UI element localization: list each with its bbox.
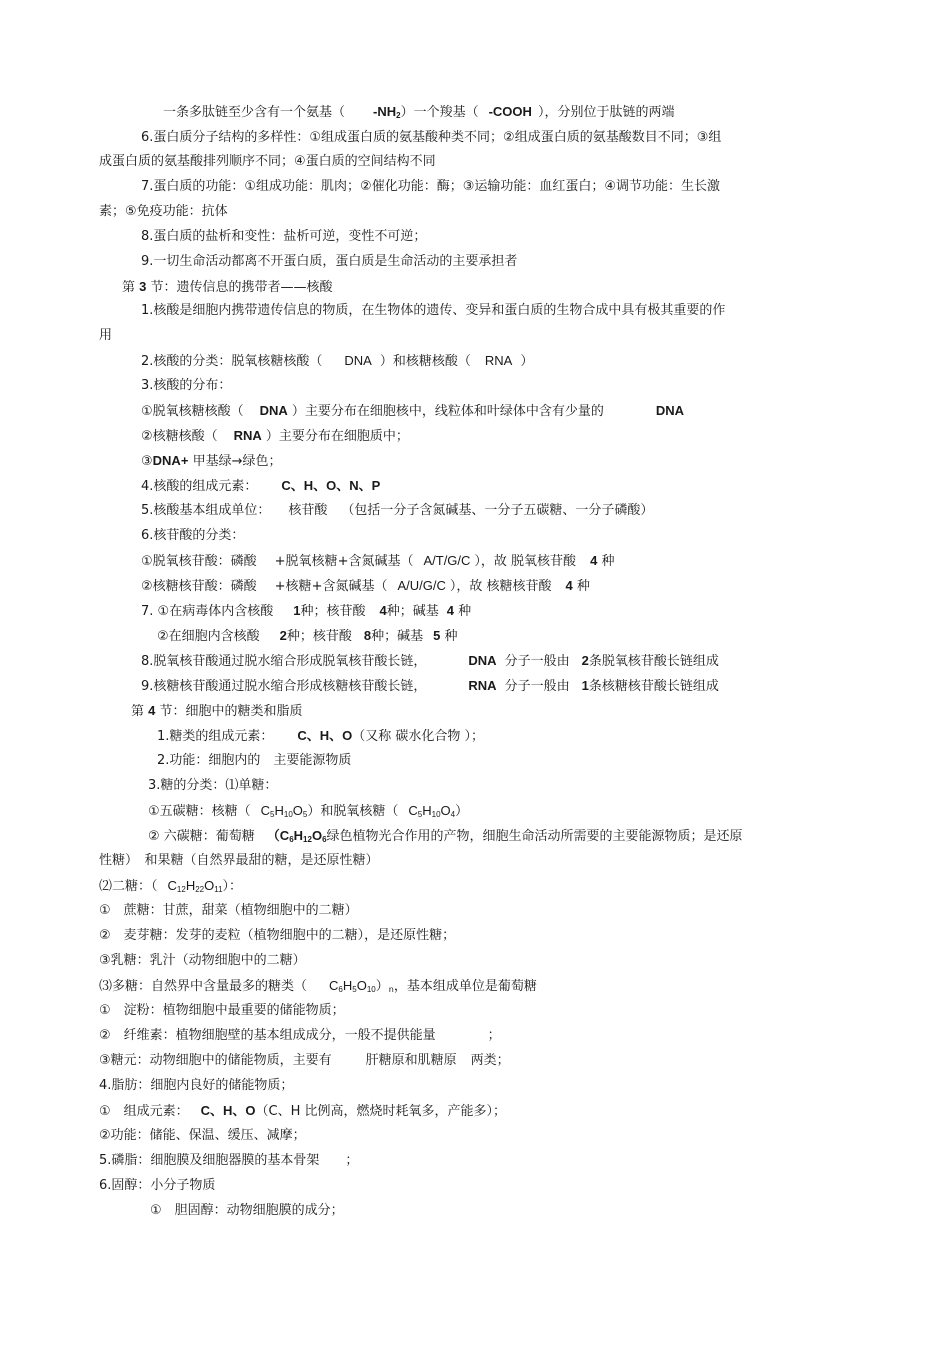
count: 1 <box>293 603 301 618</box>
text-span: ①五碳糖：核糖（ <box>148 804 251 819</box>
text-line: 3.糖的分类：⑴单糖： <box>148 778 278 793</box>
text-span: ） <box>520 354 534 369</box>
count: 4 <box>590 553 598 568</box>
text-span: 肝糖原和肌糖原 <box>365 1053 457 1068</box>
text-line <box>141 452 281 471</box>
text-span: ） <box>455 804 469 819</box>
text-line <box>141 352 533 371</box>
text-span: 节：细胞中的糖类和脂质 <box>159 704 303 719</box>
text-line: 性糖） 和果糖（自然界最甜的糖，是还原性糖） <box>99 853 379 868</box>
text-line <box>141 427 409 446</box>
text-line <box>99 977 537 999</box>
text-span: 种 <box>458 604 472 619</box>
text-span: 种；碱基 <box>371 629 424 644</box>
text-span: ）主要分布在细胞质中； <box>265 429 409 444</box>
text-line <box>99 1102 506 1121</box>
text-span: 8.脱氧核苷酸通过脱水缩合形成脱氧核苷酸长链， <box>141 654 427 669</box>
formula: $C_5H_{10}O_5$ <box>260 803 308 819</box>
text-span: ），故 脱氧核苷酸 <box>474 554 577 569</box>
text-span: 种；碱基 <box>386 604 439 619</box>
term: RNA <box>484 353 513 368</box>
text-line <box>148 802 468 824</box>
text-line: 6.蛋白质分子结构的多样性：①组成蛋白质的氨基酸种类不同；②组成蛋白质的氨基酸数目不同；③组 <box>141 130 722 145</box>
text-span: ）一个羧基（ <box>400 105 479 120</box>
section-heading <box>122 278 333 297</box>
text-span: 两类； <box>470 1053 510 1068</box>
text-span: ）和脱氧核糖（ <box>307 804 399 819</box>
text-line <box>141 402 684 421</box>
text-line: 2.功能：细胞内的 主要能源物质 <box>157 753 352 768</box>
term: A/U/G/C <box>397 578 446 593</box>
count: 1 <box>581 678 589 693</box>
text-line: 6.核苷酸的分类： <box>141 528 245 543</box>
text-span: +含氮碱基（ <box>337 554 414 569</box>
text-line: 6.固醇：小分子物质 <box>99 1178 216 1193</box>
text-span: 甲基绿→绿色； <box>192 454 282 469</box>
text-span: 种；核苷酸 <box>300 604 366 619</box>
text-line <box>141 577 590 596</box>
text-line <box>141 602 471 621</box>
text-span: 5.核酸基本组成单位： <box>141 503 271 518</box>
text-line <box>141 552 614 571</box>
text-line: 8.蛋白质的盐析和变性：盐析可逆，变性不可逆； <box>141 229 427 244</box>
formula: $C_6H_5O_{10}$ <box>329 978 376 994</box>
formula: $C_5H_{10}O_4$ <box>408 803 456 819</box>
text-span: 核苷酸 <box>288 503 328 518</box>
text-span: ，基本组成单位是葡萄糖 <box>393 979 537 994</box>
text-span: 节：遗传信息的携带者——核酸 <box>150 280 333 295</box>
text-span: 条脱氧核苷酸长链组成 <box>588 654 719 669</box>
count: 8 <box>363 628 372 643</box>
text-line <box>141 502 653 520</box>
text-span: ① 组成元素： <box>99 1104 189 1119</box>
text-line: ① 胆固醇：动物细胞膜的成分； <box>150 1203 344 1218</box>
element-list: C、H、O <box>200 1103 256 1118</box>
text-span: 2.核酸的分类：脱氧核糖核酸（ <box>141 354 323 369</box>
text-line <box>141 677 719 696</box>
text-span: ②在细胞内含核酸 <box>157 629 260 644</box>
text-span: 分子一般由 <box>504 654 570 669</box>
text-span: ②核糖核苷酸：磷酸 <box>141 579 257 594</box>
text-span: ①脱氧核糖核酸（ <box>141 404 244 419</box>
subscript: 2 <box>396 111 401 120</box>
text-line: 1.核酸是细胞内携带遗传信息的物质，在生物体的遗传、变异和蛋白质的生物合成中具有极其重要的作 <box>141 303 726 318</box>
text-line: 成蛋白质的氨基酸排列顺序不同；④蛋白质的空间结构不同 <box>99 154 436 169</box>
text-span: +脱氧核糖 <box>274 554 338 569</box>
text-span: 第 <box>122 280 136 295</box>
count: 4 <box>565 578 573 593</box>
text-line <box>141 652 719 671</box>
text-line: ② 纤维素：植物细胞壁的基本组成成分，一般不提供能量 ； <box>99 1028 501 1043</box>
text-span: 分子一般由 <box>504 679 570 694</box>
text-line <box>99 877 242 899</box>
count: 2 <box>581 653 589 668</box>
term: RNA <box>468 678 497 693</box>
text-span: +含氮碱基（ <box>311 579 388 594</box>
text-span: ②核糖核酸（ <box>141 429 218 444</box>
text-line: 5.磷脂：细胞膜及细胞器膜的基本骨架 ； <box>99 1153 359 1168</box>
term: DNA <box>655 403 685 418</box>
text-span: ② 六碳糖：葡萄糖 <box>148 829 255 844</box>
text-span: ）和核糖核酸（ <box>379 354 471 369</box>
text-line: 4.脂肪：细胞内良好的储能物质； <box>99 1078 294 1093</box>
text-span: 种；核苷酸 <box>286 629 352 644</box>
text-line: 素；⑤免疫功能：抗体 <box>99 204 228 219</box>
text-span: +核糖 <box>274 579 312 594</box>
text-span: ）： <box>222 879 243 894</box>
text-line: 3.核酸的分布： <box>141 378 232 393</box>
text-span: 绿色植物光合作用的产物，细胞生命活动所需要的主要能源物质；是还原 <box>326 829 743 844</box>
text-span: ），故 核糖核苷酸 <box>449 579 552 594</box>
text-span: ⑶多糖：自然界中含量最多的糖类（ <box>99 979 308 994</box>
count: 4 <box>379 603 387 618</box>
text-line: 7.蛋白质的功能：①组成功能：肌肉；②催化功能：酶；③运输功能：血红蛋白；④调节功能：生长激 <box>141 179 721 194</box>
text-span: ③ <box>141 454 153 469</box>
text-span: 7. ①在病毒体内含核酸 <box>141 604 274 619</box>
text-span: 一条多肽链至少含有一个氨基（ <box>163 105 346 120</box>
text-span: ③糖元：动物细胞中的储能物质，主要有 <box>99 1053 332 1068</box>
text-line: 9.一切生命活动都离不开蛋白质，蛋白质是生命活动的主要承担者 <box>141 254 518 269</box>
element-list: C、H、O <box>297 728 353 743</box>
term: DNA <box>344 353 372 368</box>
text-span: （包括一分子含氮碱基、一分子五碳糖、一分子磷酸） <box>341 503 654 518</box>
section-number: 4 <box>148 703 156 718</box>
text-line <box>141 477 380 496</box>
term: DNA <box>259 403 288 418</box>
count: 5 <box>433 628 441 643</box>
text-span: 1.糖类的组成元素： <box>157 729 274 744</box>
text-span: ）主要分布在细胞核中，线粒体和叶绿体中含有少量的 <box>291 404 604 419</box>
text-line <box>157 727 484 746</box>
section-heading <box>131 702 303 721</box>
text-line <box>163 103 674 125</box>
count: 2 <box>279 628 287 643</box>
text-line: 用 <box>99 328 113 343</box>
formula: $C_{12}H_{22}O_{11}$ <box>167 878 223 894</box>
text-span: ），分别位于肽链的两端 <box>537 105 675 120</box>
term: RNA <box>233 428 262 443</box>
text-span: 种 <box>601 554 615 569</box>
text-line: ① 淀粉：植物细胞中最重要的储能物质； <box>99 1003 345 1018</box>
text-span: ） <box>375 979 389 994</box>
formula: -NH <box>373 104 397 119</box>
term: DNA <box>468 653 497 668</box>
text-line: ① 蔗糖：甘蔗，甜菜（植物细胞中的二糖） <box>99 903 358 918</box>
text-span: 种 <box>444 629 458 644</box>
text-line <box>99 1052 510 1070</box>
text-line <box>157 627 458 646</box>
formula: （$C_6H_{12}O_6$ <box>266 828 327 844</box>
text-line: ③乳糖：乳汁（动物细胞中的二糖） <box>99 953 306 968</box>
term: A/T/G/C <box>423 553 471 568</box>
text-span: （C、H 比例高，燃烧时耗氧多，产能多）； <box>255 1104 507 1119</box>
text-span: 9.核糖核苷酸通过脱水缩合形成核糖核苷酸长链， <box>141 679 427 694</box>
element-list: C、H、O、N、P <box>281 478 381 493</box>
count: 4 <box>446 603 454 618</box>
text-line: ②功能：储能、保温、缓压、减摩； <box>99 1128 306 1143</box>
text-span: 第 <box>131 704 145 719</box>
section-number: 3 <box>139 279 147 294</box>
text-span: 条核糖核苷酸长链组成 <box>588 679 719 694</box>
text-span: 种 <box>576 579 590 594</box>
text-line: ② 麦芽糖：发芽的麦粒（植物细胞中的二糖），是还原性糖； <box>99 928 456 943</box>
term: DNA+ <box>152 453 189 468</box>
text-span: ①脱氧核苷酸：磷酸 <box>141 554 257 569</box>
text-span: （又称 碳水化合物 ）； <box>352 729 485 744</box>
formula: -COOH <box>488 104 532 119</box>
text-span: 4.核酸的组成元素： <box>141 479 258 494</box>
text-line <box>148 827 743 849</box>
text-span: ⑵二糖：（ <box>99 879 158 894</box>
subscript: n <box>388 985 394 994</box>
